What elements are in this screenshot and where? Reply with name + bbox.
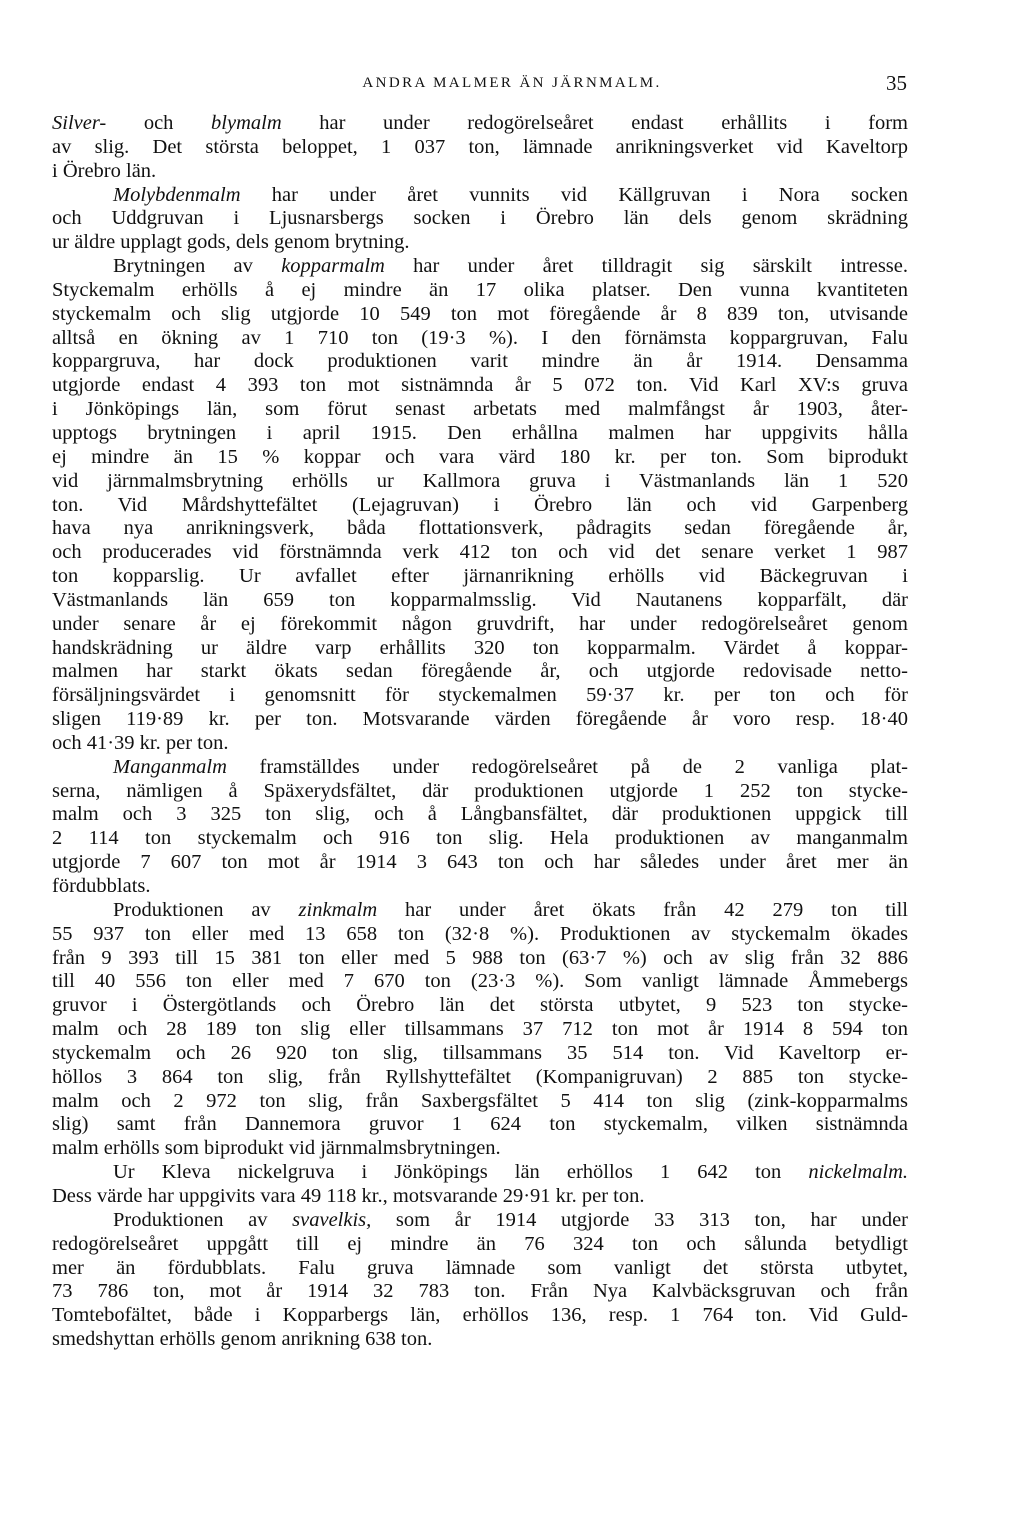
text-line (52, 422, 908, 446)
text-line (52, 1233, 908, 1257)
text-run: malm och 2 972 ton slig, från Saxbergsfältet 5 414 ton slig (zink-kopparmalms (52, 1089, 908, 1112)
text-line (52, 756, 908, 780)
text-line (52, 255, 908, 279)
text-line (52, 517, 908, 541)
text-run: Tomtebofältet, både i Kopparbergs län, erhöllos 136, resp. 1 764 ton. Vid Guld- (52, 1304, 908, 1327)
text-line (52, 374, 908, 398)
italic-term: zinkmalm (298, 898, 378, 921)
text-run: styckemalm och slig utgjorde 10 549 ton mot föregående år 8 839 ton, utvisande (52, 302, 908, 325)
text-run: redogörelseåret uppgått till ej mindre än 76 324 ton och sålunda betydligt (52, 1232, 908, 1255)
text-line (52, 732, 908, 756)
text-line (52, 160, 908, 184)
body-text (52, 112, 908, 1352)
text-line (52, 1161, 908, 1185)
italic-term: kopparmalm (281, 255, 385, 278)
text-line (52, 565, 908, 589)
text-run: Styckemalm erhölls å ej mindre än 17 olika platser. Den vunna kvantiteten (52, 278, 908, 301)
text-run: som år 1914 utgjorde 33 313 ton, har under (371, 1208, 908, 1231)
text-run: Produktionen av (113, 898, 299, 921)
text-run: utgjorde endast 4 393 ton mot sistnämnda år 5 072 ton. Vid Karl XV:s gruva (52, 374, 908, 397)
text-run: slig) samt från Dannemora gruvor 1 624 ton styckemalm, vilken sistnämnda (52, 1113, 908, 1136)
text-line (52, 827, 908, 851)
text-run: Brytningen av (113, 255, 282, 278)
text-line (52, 470, 908, 494)
text-run: har under året ökats från 42 279 ton till (377, 898, 908, 921)
text-line (52, 637, 908, 661)
running-title: ANDRA MALMER ÄN JÄRNMALM. (362, 75, 662, 91)
page-number: 35 (886, 71, 907, 95)
text-line (52, 994, 908, 1018)
text-line (52, 1018, 908, 1042)
text-run: upptogs brytningen i april 1915. Den erhållna malmen har uppgivits hålla (52, 421, 908, 444)
text-run: Ur Kleva nickelgruva i Jönköpings län erhöllos 1 642 ton (113, 1161, 809, 1184)
text-line (52, 660, 908, 684)
text-line (52, 1185, 908, 1209)
text-run: malmen har starkt ökats sedan föregående år, och utgjorde redovisade netto- (52, 660, 908, 683)
text-run: och 41·39 kr. per ton. (52, 731, 229, 754)
text-line (52, 1328, 908, 1352)
text-line (52, 1257, 908, 1281)
text-run: har under redogörelseåret endast erhållits i form (281, 112, 908, 134)
text-run: under senare år ej förekommit någon gruvdrift, har under redogörelseåret genom (52, 612, 908, 635)
text-run: i Örebro län. (52, 159, 157, 182)
text-run: ur äldre upplagt gods, dels genom brytning. (52, 231, 410, 254)
text-line (52, 350, 908, 374)
text-run: hava nya anrikningsverk, båda flottationsverk, pådragits sedan föregående år, (52, 517, 908, 540)
text-run: 55 937 ton eller med 13 658 ton (32·8 %). Produktionen av styckemalm ökades (52, 922, 908, 945)
italic-term: svavelkis, (292, 1208, 372, 1231)
text-line (52, 494, 908, 518)
text-run: smedshyttan erhölls genom anrikning 638 ton. (52, 1328, 433, 1351)
text-run: och Uddgruvan i Ljusnarsbergs socken i Örebro län dels genom skrädning (52, 207, 908, 230)
text-line (52, 1137, 908, 1161)
text-run: utgjorde 7 607 ton mot år 1914 3 643 ton och har således under året mer än (52, 851, 908, 874)
text-line (52, 541, 908, 565)
text-run: koppargruva, har dock produktionen varit mindre än år 1914. Densamma (52, 350, 908, 373)
text-run: gruvor i Östergötlands och Örebro län det största utbytet, 9 523 ton stycke- (52, 994, 908, 1017)
text-run: höllos 3 864 ton slig, från Ryllshyttefältet (Kompanigruvan) 2 885 ton stycke- (52, 1065, 908, 1088)
text-run: ton. Vid Mårdshyttefältet (Lejagruvan) i Örebro län och vid Garpenberg (52, 493, 908, 516)
text-line (52, 1113, 908, 1137)
text-run: fördubblats. (52, 875, 151, 897)
italic-term: nickelmalm. (808, 1161, 908, 1184)
text-run: handskrädning ur äldre varp erhållits 320 ton kopparmalm. Värdet å koppar- (52, 636, 908, 659)
text-run: Västmanlands län 659 ton kopparmalmsslig. Vid Nautanens kopparfält, där (52, 588, 908, 611)
text-run: 73 786 ton, mot år 1914 32 783 ton. Från Nya Kalvbäcksgruvan och från (52, 1280, 908, 1303)
text-line (52, 1090, 908, 1114)
text-line (52, 1209, 908, 1233)
text-run: och (106, 112, 212, 134)
text-line (52, 207, 908, 231)
text-line (52, 947, 908, 971)
text-line (52, 446, 908, 470)
text-run: och producerades vid förstnämnda verk 412 ton och vid det senare verket 1 987 (52, 541, 908, 564)
text-line (52, 112, 908, 136)
text-run: vid järnmalmsbrytning erhölls ur Kallmora gruva i Västmanlands län 1 520 (52, 469, 908, 492)
text-run: sligen 119·89 kr. per ton. Motsvarande värden föregående år voro resp. 18·40 (52, 708, 908, 731)
text-line (52, 803, 908, 827)
text-run: försäljningsvärdet i genomsnitt för styckemalmen 59·37 kr. per ton och för (52, 684, 908, 707)
text-line (52, 708, 908, 732)
text-line (52, 184, 908, 208)
text-run: ton kopparslig. Ur avfallet efter järnanrikning erhölls vid Bäckegruvan i (52, 565, 908, 588)
running-header (0, 70, 1024, 96)
text-line (52, 851, 908, 875)
text-line (52, 970, 908, 994)
text-run: till 40 556 ton eller med 7 670 ton (23·3 %). Som vanligt lämnade Åmmebergs (52, 970, 908, 993)
text-line (52, 327, 908, 351)
text-line (52, 136, 908, 160)
text-run: malm erhölls som biprodukt vid järnmalmsbrytningen. (52, 1137, 501, 1160)
text-line (52, 231, 908, 255)
text-line (52, 303, 908, 327)
text-line (52, 613, 908, 637)
text-run: av slig. Det största beloppet, 1 037 ton, lämnade anrikningsverket vid Kaveltorp (52, 135, 908, 158)
text-run: styckemalm och 26 920 ton slig, tillsammans 35 514 ton. Vid Kaveltorp er- (52, 1041, 908, 1064)
text-line (52, 1304, 908, 1328)
text-line (52, 899, 908, 923)
text-line (52, 684, 908, 708)
text-run: mer än fördubblats. Falu gruva lämnade som vanligt det största utbytet, (52, 1256, 908, 1279)
text-line (52, 780, 908, 804)
text-run: i Jönköpings län, som förut senast arbetats med malmfångst år 1903, åter- (52, 398, 908, 421)
text-run: malm och 28 189 ton slig eller tillsammans 37 712 ton mot år 1914 8 594 ton (52, 1018, 908, 1041)
text-line (52, 1042, 908, 1066)
italic-term: Manganmalm (113, 755, 227, 778)
italic-term: Molybdenmalm (113, 183, 241, 206)
text-run: Dess värde har uppgivits vara 49 118 kr., motsvarande 29·91 kr. per ton. (52, 1184, 645, 1207)
text-line (52, 875, 908, 899)
text-line (52, 398, 908, 422)
text-run: malm och 3 325 ton slig, och å Långbansfältet, där produktionen uppgick till (52, 803, 908, 826)
italic-term: Silver- (52, 112, 107, 134)
text-run: framställdes under redogörelseåret på de 2 vanliga plat- (226, 755, 908, 778)
italic-term: blymalm (211, 112, 282, 134)
text-line (52, 279, 908, 303)
text-run: har under året tilldragit sig särskilt intresse. (384, 255, 908, 278)
text-run: alltså en ökning av 1 710 ton (19·3 %). I den förnämsta koppargruvan, Falu (52, 326, 908, 349)
text-line (52, 1066, 908, 1090)
text-line (52, 589, 908, 613)
text-run: har under året vunnits vid Källgruvan i Nora socken (240, 183, 908, 206)
text-line (52, 923, 908, 947)
text-run: serna, nämligen å Späxerydsfältet, där produktionen utgjorde 1 252 ton stycke- (52, 779, 908, 802)
text-run: 2 114 ton styckemalm och 916 ton slig. Hela produktionen av manganmalm (52, 827, 908, 850)
text-run: ej mindre än 15 % koppar och vara värd 180 kr. per ton. Som biprodukt (52, 445, 908, 468)
text-line (52, 1280, 908, 1304)
text-run: Produktionen av (113, 1208, 293, 1231)
text-run: från 9 393 till 15 381 ton eller med 5 988 ton (63·7 %) och av slig från 32 886 (52, 946, 908, 969)
